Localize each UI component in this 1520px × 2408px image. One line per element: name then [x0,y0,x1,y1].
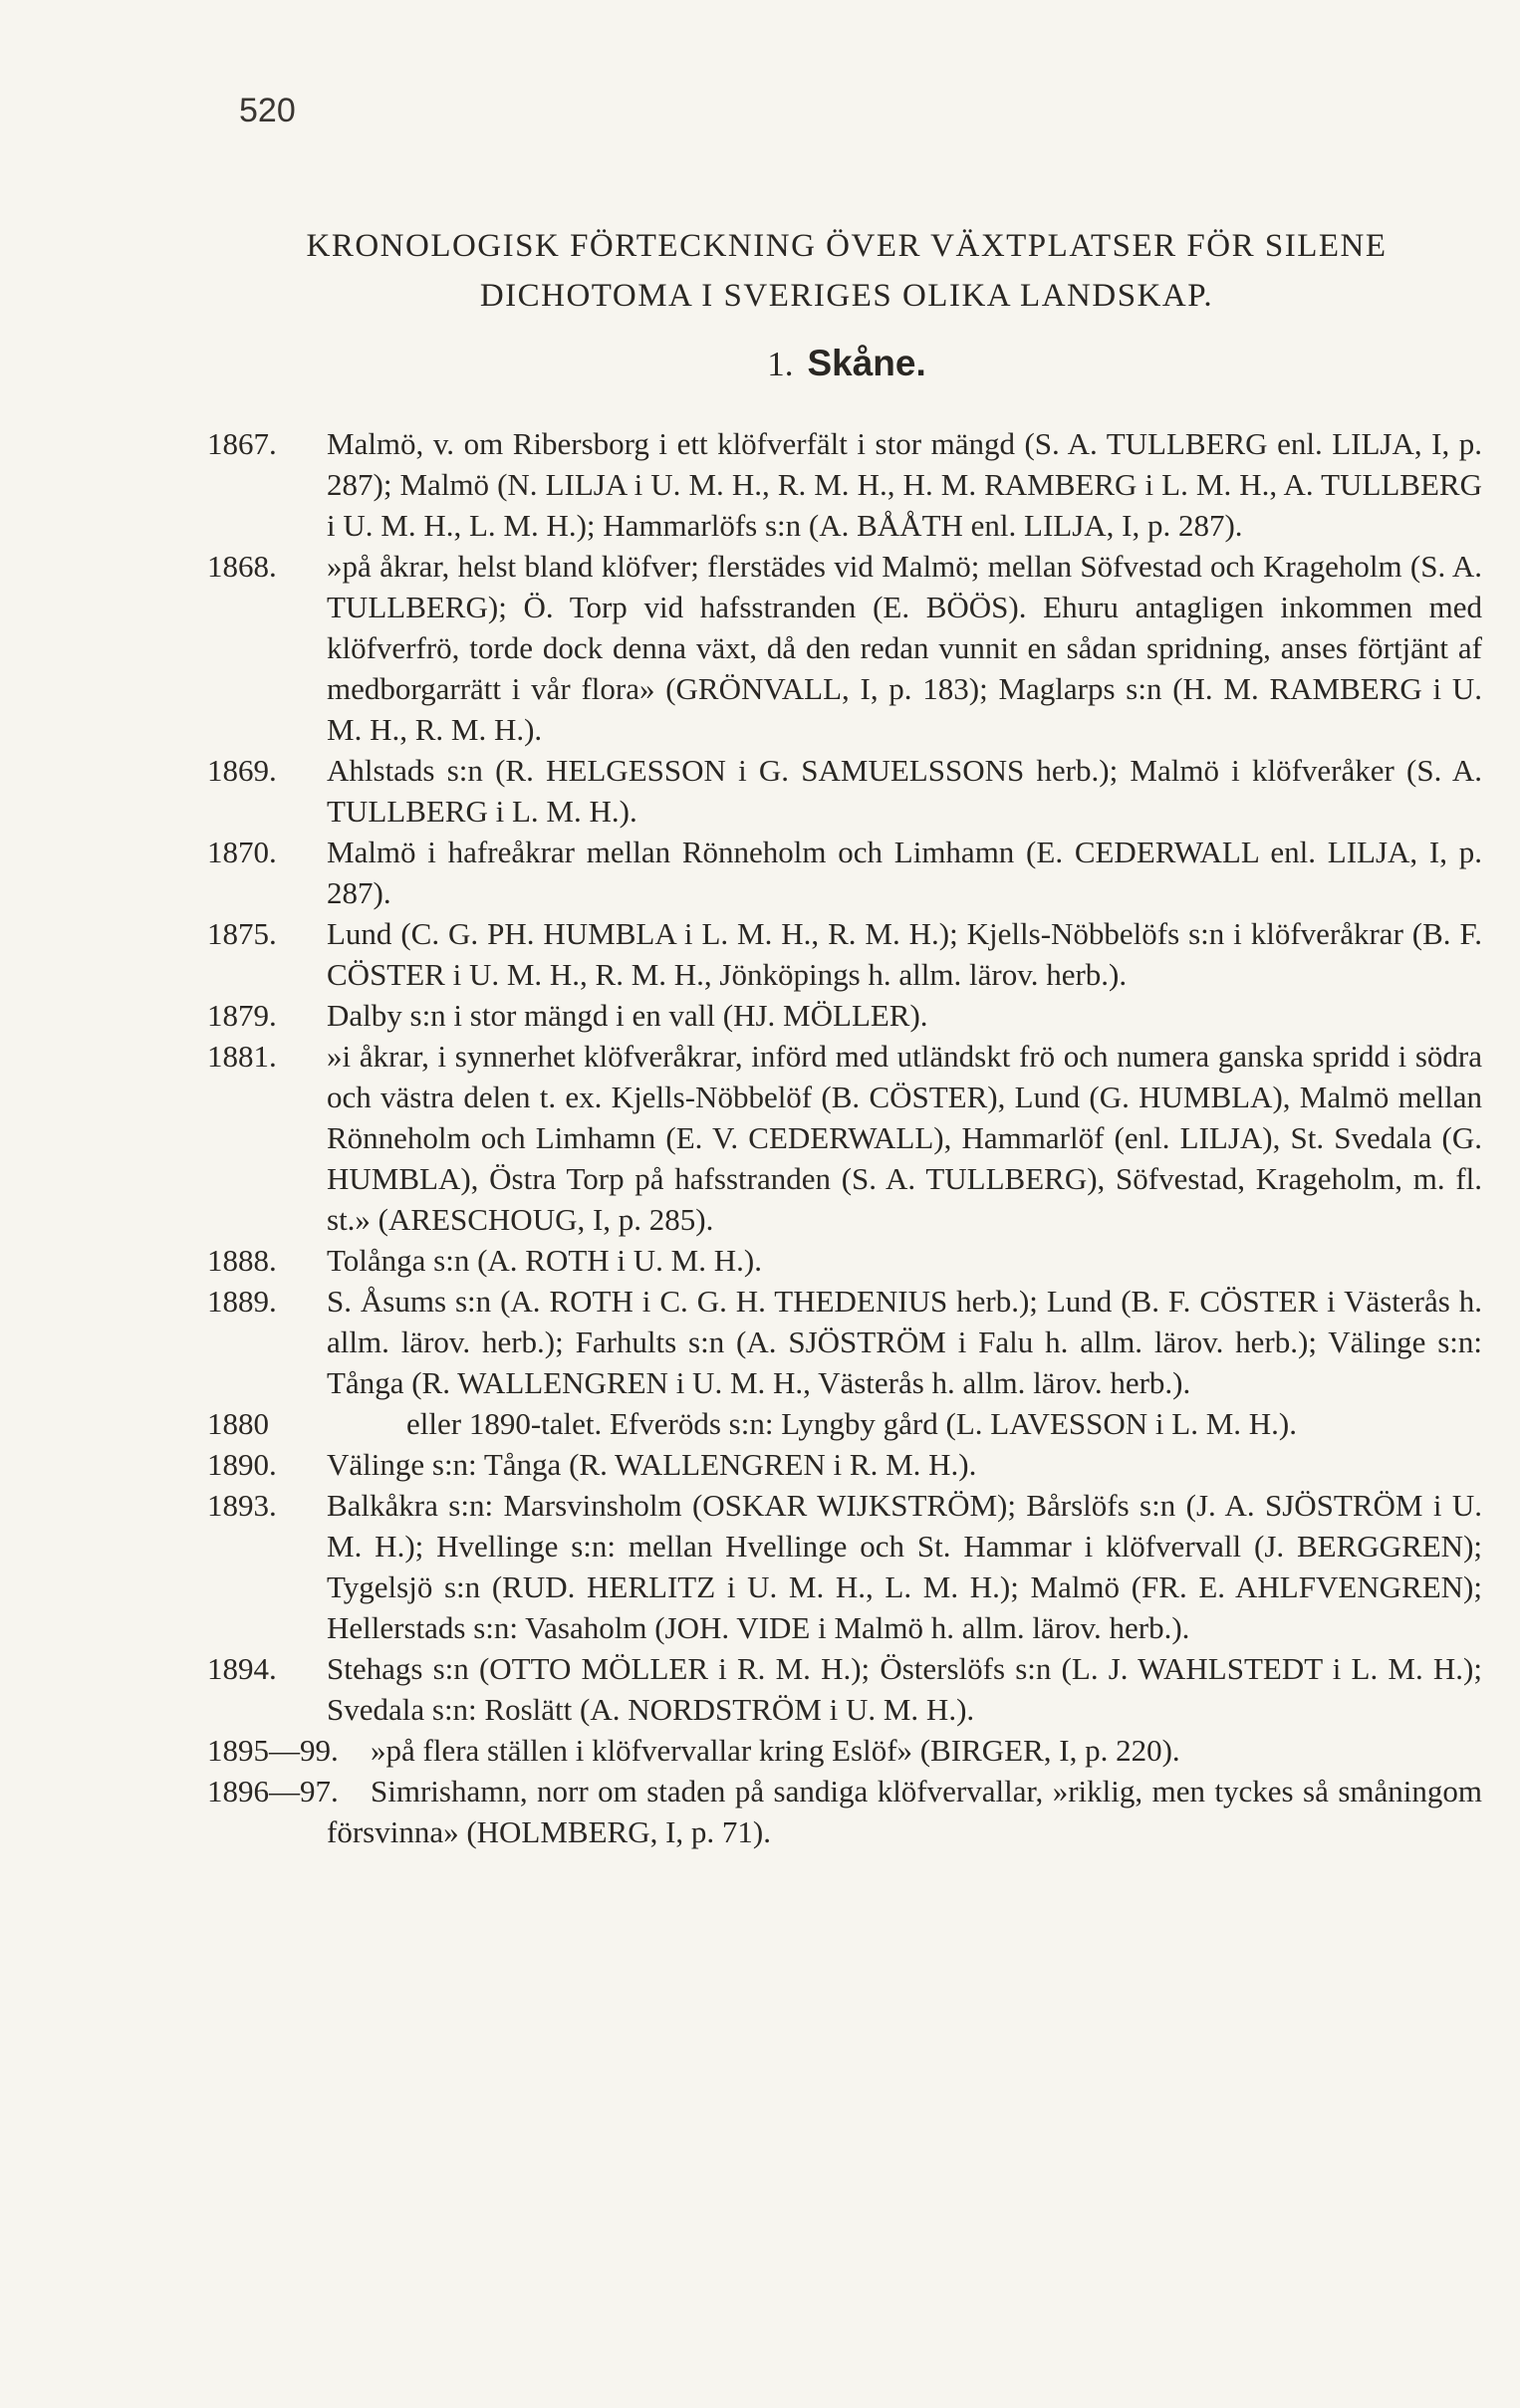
entry-text: »på flera ställen i klöfvervallar kring Eslöf» (BIRGER, I, p. 220). [371,1733,1180,1768]
entry-text: eller 1890-talet. Efveröds s:n: Lyngby gård (L. LAVESSON i L. M. H.). [406,1406,1297,1441]
entry-text: »på åkrar, helst bland klöfver; flerstädes vid Malmö; mellan Söfvestad och Krageholm (S. A. TULLBERG); Ö. Torp vid hafsstranden (E. BÖÖS). Ehuru antagligen inkommen med klöfverfrö, torde dock denna växt, då den redan vunnit en sådan spridning, anses förtjänt af medborgarrätt i vår flora» (GRÖNVALL, I, p. 183); Maglarps s:n (H. M. RAMBERG i U. M. H., R. M. H.). [327,549,1482,747]
entry [0,1403,1520,1444]
entry [0,1648,1520,1730]
entry [0,750,1520,832]
entry-year: 1889. [207,1284,277,1319]
entry-text: Balkåkra s:n: Marsvinsholm (OSKAR WIJKSTRÖM); Bårslöfs s:n (J. A. SJÖSTRÖM i U. M. H.); Hvellinge s:n: mellan Hvellinge och St. Hammar i klöfvervall (J. BERGGREN); Tygelsjö s:n (RUD. HERLITZ i U. M. H., L. M. H.); Malmö (FR. E. AHLFVENGREN); Hellerstads s:n: Vasaholm (JOH. VIDE i Malmö h. allm. lärov. herb.). [327,1488,1482,1645]
entry-text: Simrishamn, norr om staden på sandiga klöfvervallar, »riklig, men tyckes så småningom försvinna» (HOLMBERG, I, p. 71). [327,1774,1482,1849]
entry-year: 1890. [207,1447,277,1482]
entry [0,1485,1520,1648]
page-number: 520 [239,92,296,129]
entry [0,1444,1520,1485]
entry-year: 1888. [207,1243,277,1278]
entry-text: Dalby s:n i stor mängd i en vall (HJ. MÖLLER). [327,998,928,1033]
entry-text: »i åkrar, i synnerhet klöfveråkrar, införd med utländskt frö och numera ganska spridd i södra och västra delen t. ex. Kjells-Nöbbelöf (B. CÖSTER), Lund (G. HUMBLA), Malmö mellan Rönneholm och Limhamn (E. V. CEDERWALL), Hammarlöf (enl. LILJA), St. Svedala (G. HUMBLA), Östra Torp på hafsstranden (S. A. TULLBERG), Söfvestad, Krageholm, m. fl. st.» (ARESCHOUG, I, p. 285). [327,1039,1482,1237]
heading-line-2: DICHOTOMA I SVERIGES OLIKA LANDSKAP. [479,278,1214,314]
section-title [199,343,1494,384]
entry-text: Välinge s:n: Tånga (R. WALLENGREN i R. M. H.). [327,1447,977,1482]
entry [0,832,1520,913]
entry-text: Lund (C. G. PH. HUMBLA i L. M. H., R. M. H.); Kjells-Nöbbelöfs s:n i klöfveråkrar (B. F. CÖSTER i U. M. H., R. M. H., Jönköpings h. allm. lärov. herb.). [327,916,1482,992]
entry-year: 1869. [207,753,277,788]
entry-text: Malmö i hafreåkrar mellan Rönneholm och Limhamn (E. CEDERWALL enl. LILJA, I, p. 287). [327,835,1482,910]
entry-year: 1867. [207,426,277,461]
entry-year: 1895—99. [207,1733,339,1768]
entry [0,546,1520,750]
entry-text: Stehags s:n (OTTO MÖLLER i R. M. H.); Österslöfs s:n (L. J. WAHLSTEDT i L. M. H.); Svedala s:n: Roslätt (A. NORDSTRÖM i U. M. H.). [327,1651,1482,1727]
entry [0,1771,1520,1852]
entry-list [0,423,1520,1852]
section-number: 1. [767,345,794,383]
entry-year: 1893. [207,1488,277,1523]
entry-text: Ahlstads s:n (R. HELGESSON i G. SAMUELSSONS herb.); Malmö i klöfveråker (S. A. TULLBERG i L. M. H.). [327,753,1482,829]
entry-year: 1881. [207,1039,277,1074]
entry-year: 1894. [207,1651,277,1686]
section-name: Skåne. [807,343,926,383]
entry [0,423,1520,546]
entry [0,1240,1520,1281]
entry-text: Tolånga s:n (A. ROTH i U. M. H.). [327,1243,762,1278]
entry [0,1036,1520,1240]
entry-year: 1875. [207,916,277,951]
entry-text: S. Åsums s:n (A. ROTH i C. G. H. THEDENIUS herb.); Lund (B. F. CÖSTER i Västerås h. allm. lärov. herb.); Farhults s:n (A. SJÖSTRÖM i Falu h. allm. lärov. herb.); Välinge s:n: Tånga (R. WALLENGREN i U. M. H., Västerås h. allm. lärov. herb.). [327,1284,1482,1400]
page-heading [199,221,1494,321]
entry-year: 1896—97. [207,1774,339,1808]
entry-year: 1880 [207,1406,269,1441]
entry-year: 1879. [207,998,277,1033]
entry [0,913,1520,995]
entry-year: 1870. [207,835,277,869]
entry-text: Malmö, v. om Ribersborg i ett klöfverfält i stor mängd (S. A. TULLBERG enl. LILJA, I, p. 287); Malmö (N. LILJA i U. M. H., R. M. H., H. M. RAMBERG i L. M. H., A. TULLBERG i U. M. H., L. M. H.); Hammarlöfs s:n (A. BÅÅTH enl. LILJA, I, p. 287). [327,426,1482,543]
entry [0,1730,1520,1771]
entry [0,1281,1520,1403]
entry [0,995,1520,1036]
heading-line-1: KRONOLOGISK FÖRTECKNING ÖVER VÄXTPLATSER FÖR SILENE [306,228,1388,264]
entry-year: 1868. [207,549,277,584]
